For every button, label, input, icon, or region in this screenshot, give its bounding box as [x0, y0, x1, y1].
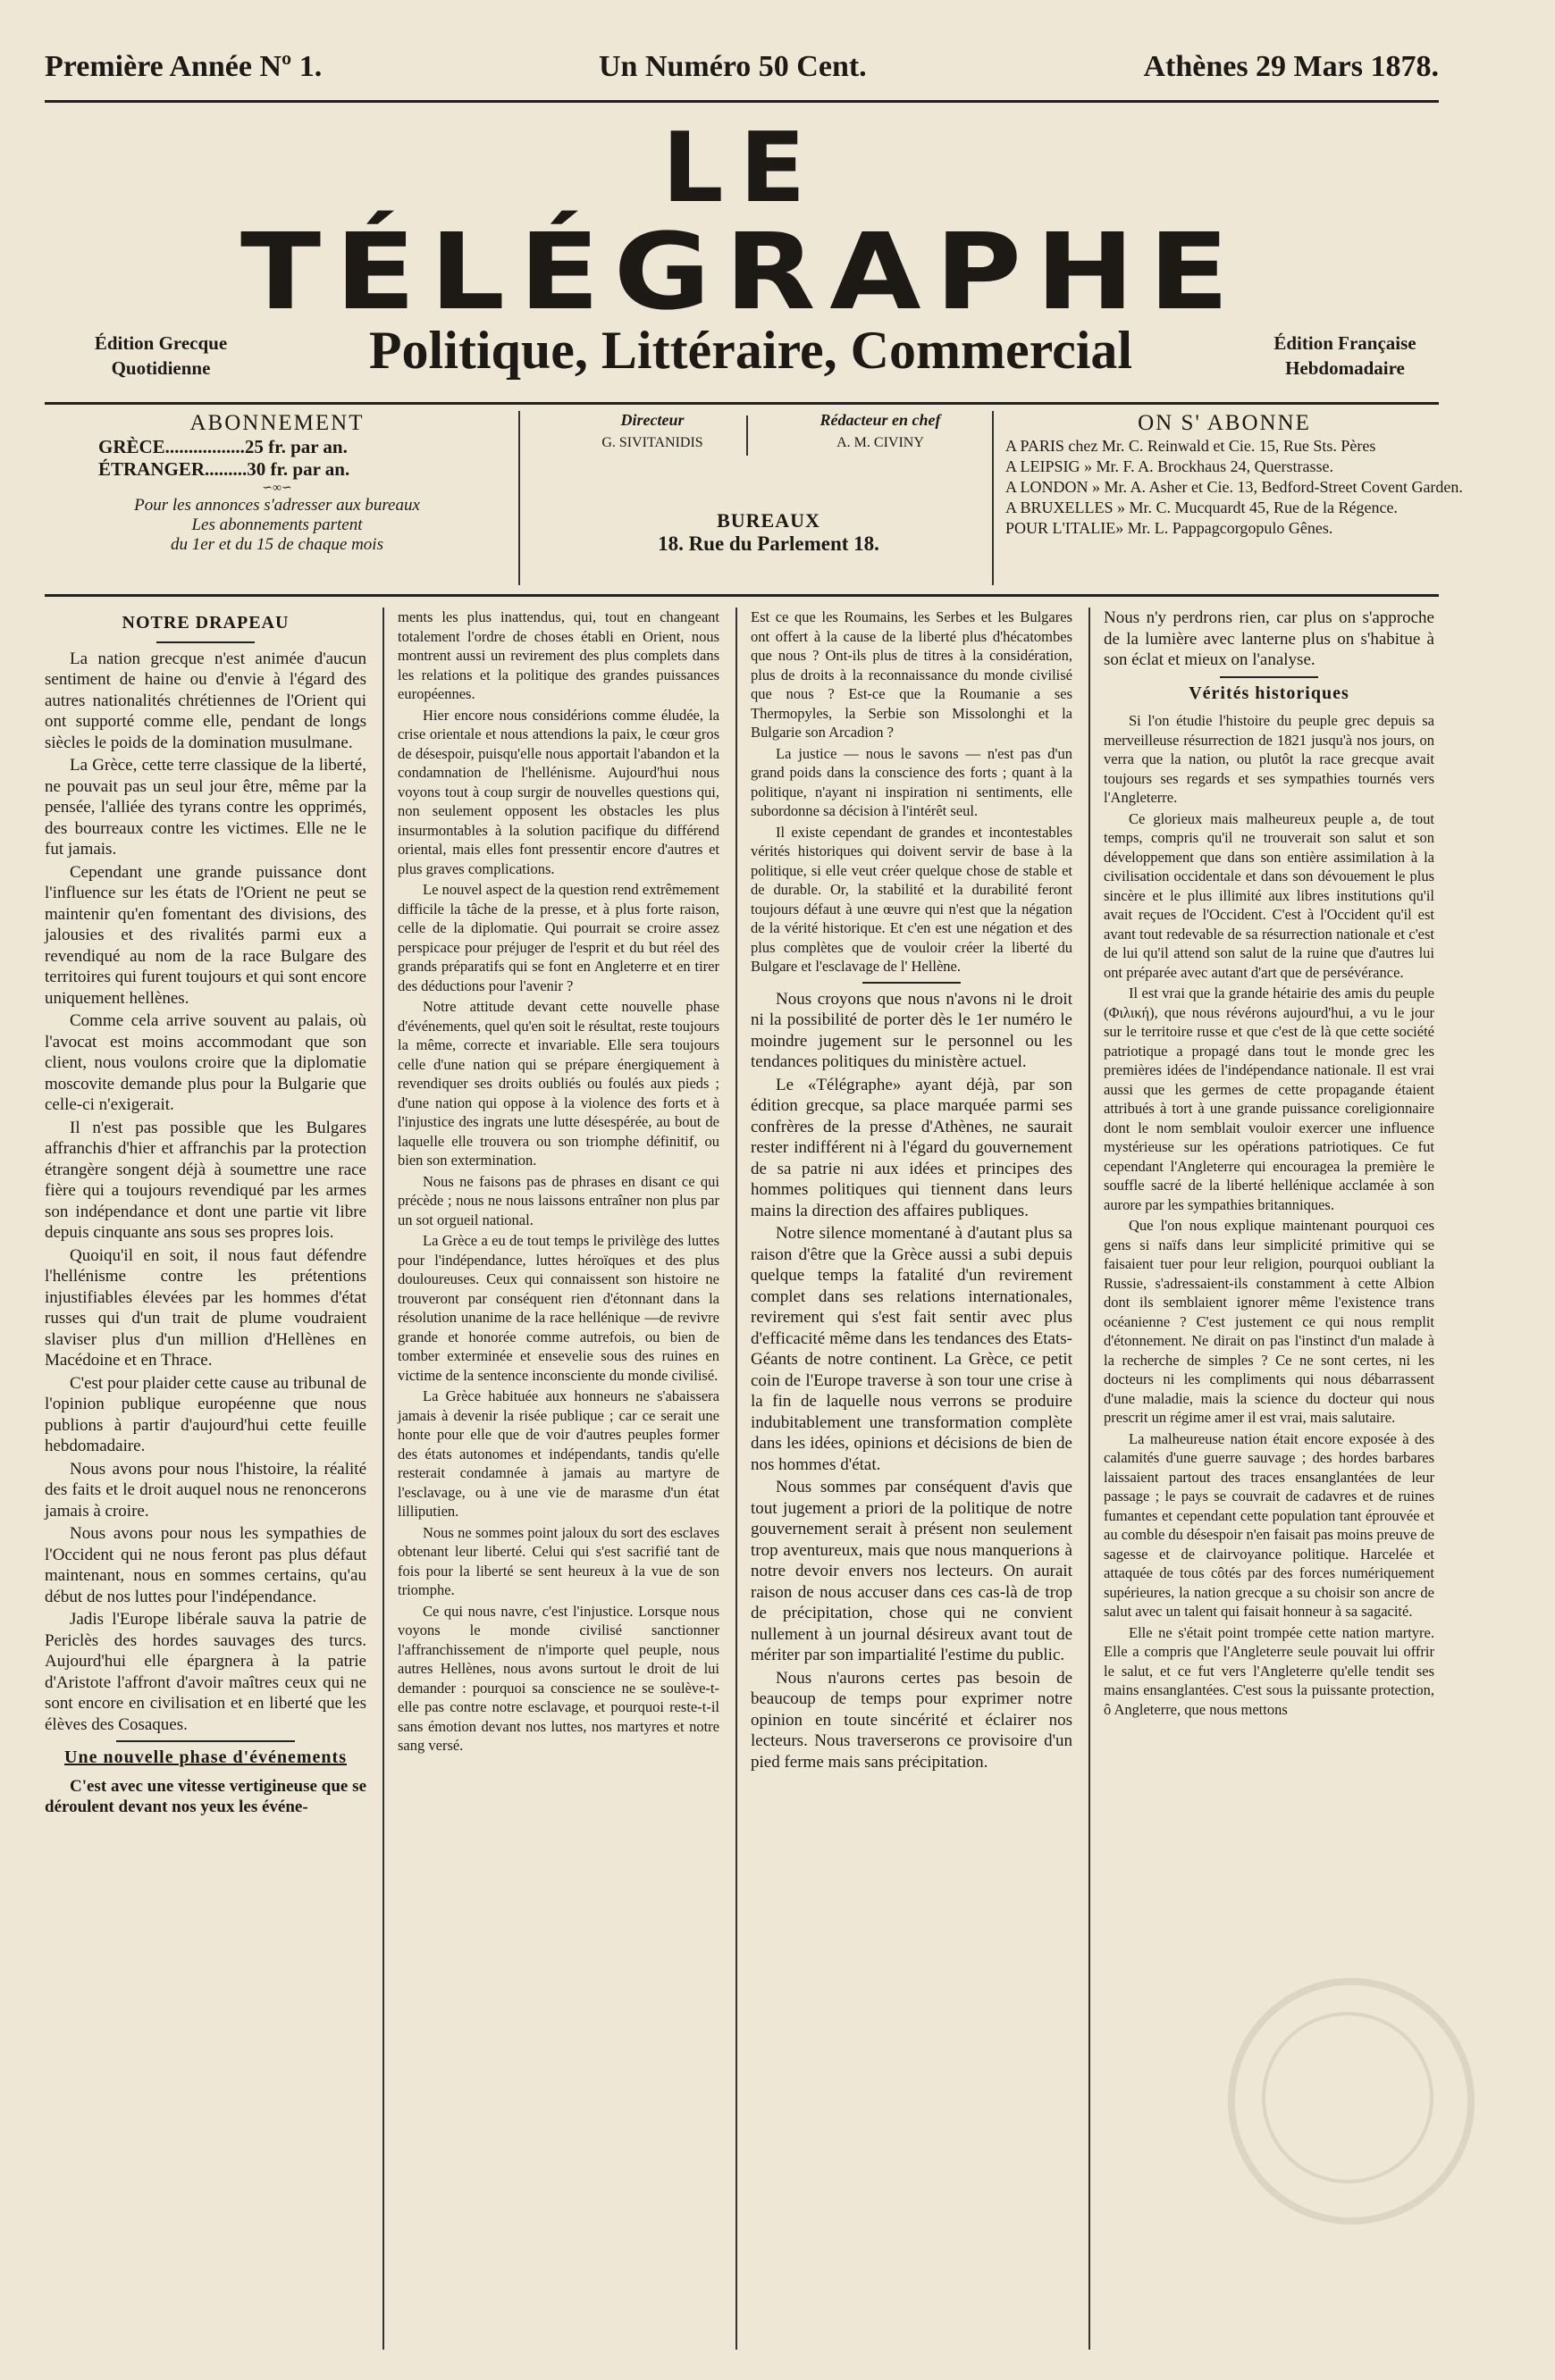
- editor-box: Rédacteur en chef A. M. CIVINY: [820, 411, 941, 450]
- staff-divider: [746, 415, 748, 456]
- place-date: Athènes 29 Mars 1878.: [1143, 50, 1439, 83]
- header-rule: [45, 100, 1439, 103]
- info-top-rule: [45, 402, 1439, 405]
- year-issue: Première Année Nº 1.: [45, 50, 323, 83]
- masthead-le: LE: [661, 113, 822, 224]
- heading-nouvelle-phase: Une nouvelle phase d'événements: [64, 1747, 347, 1767]
- column-3: Est ce que les Roumains, les Serbes et les Bulgares ont offert à la cause de la liberté plus d'hécatombes que nous ? Ont-ils plus de titres à la considération, plus de droits à la reconnaissance du monde civilisé que nous ? Est-ce que la Roumanie a ses Thermopyles, la Serbie son Missolonghi et la Bulgarie son Arcadion ? La justice — nous le savons — n'est pas d'un grand poids dans la conscience des forts ; quant à la politique, n'ayant ni inspiration ni sentiments, elle subordonne sa décision à l'intérêt seul. Il existe cependant de grandes et incontestables vérités historiques qui doivent servir de base à la politique, si elle veut créer quelque chose de stable et de durable. Or, la stabilité et la durabilité feront toujours défaut à une œuvre qui n'est que la négation de la vérité historique. Et c'en est une négation et des plus complètes que de vouloir créer la liberté du Bulgare et l'esclavage de l' Hellène. Nous croyons que nous n'avons ni le droit ni la possibilité de porter dès le 1er numéro le moindre jugement sur le personnel ou les tendances politiques du ministère actuel. Le «Télégraphe» ayant déjà, par son édition grecque, sa place marquée parmi ses confrères de la presse d'Athènes, ne saurait rester indifférent ni à l'égard du gouvernement de sa patrie ni aux idées et principes des hommes politiques qui tiennent dans leurs mains la direction des affaires publiques. Notre silence momentané à d'autant plus sa raison d'être que la Grèce aussi a subi depuis quelque temps la fatalité d'un revirement complet dans ses relations internationales, revirement qui s'est fait sentir avec plus d'efficacité même dans les tendances des Etats-Géants de notre continent. La Grèce, ce petit coin de l'Europe traverse à son tour une crise à la fin de laquelle nous verrons se produire indubitablement une transformation complète dans les idées, opinions et décisions de bien de nos hommes d'état. Nous sommes par conséquent d'avis que tout jugement a priori de la politique de notre gouvernement serait à présent non seulement trop aventureux, mais que nous manquerions à notre devoir envers nos lecteurs. On aurait raison de nous accuser dans ces cas-là de trop de précipitation, chose qui ne convient nullement à un journal désireux avant tout de mériter par son impartialité l'estime du public. Nous n'aurons certes pas besoin de beaucoup de temps pour exprimer notre opinion en toute sincérité et éclairer nos lecteurs. Nous traverserons ce provisoire d'un pied ferme mais sans précipitation.: [751, 608, 1072, 1772]
- column-rule: [382, 608, 384, 2350]
- column-rule: [735, 608, 737, 2350]
- price-foreign: ÉTRANGER.........30 fr. par an.: [98, 458, 350, 480]
- edition-left: Édition Grecque Quotidienne: [94, 332, 228, 379]
- info-divider-2: [992, 411, 994, 585]
- header-line: [45, 36, 1439, 98]
- edition-right: Édition Française Hebdomadaire: [1273, 332, 1416, 379]
- column-4: Nous n'y perdrons rien, car plus on s'approche de la lumière avec lanterne plus on s'habitue à son éclat et mieux on l'analyse. Vérités historiques Si l'on étudie l'histoire du peuple grec depuis sa merveilleuse résurrection de 1821 jusqu'à nos jours, on verra que la nation, ou plutôt la race grecque avait toujours ses regards et ses sympathies tournés vers l'Angleterre. Ce glorieux mais malheureux peuple a, de tout temps, compris qu'il ne trouverait son salut et son développement que dans son entière assimilation à la civilisation occidentale et dans son dévouement le plus sincère et le plus illimité aux libres institutions qu'il avait reçues de l'Occident. C'est à l'Occident qu'il est avant tout redevable de sa résurrection nationale et c'est de lui qu'il attend son salut de la ruine que d'autres lui ont préparée avec autant d'art que de persévérance. Il est vrai que la grande hétairie des amis du peuple (Φιλική), que nous révérons aujourd'hui, a vu le jour sur le territoire russe et que c'est de là que cette société patriotique a propagé dans tout le monde grec les premières idées de l'indépendance nationale. Il est vrai aussi que les germes de cette propagande étaient attribués à tort à une grande puissance coreligionnaire dont le nom semblait vouloir exercer une influence mystérieuse sur les opérations patriotiques. Ce fut cependant l'Angleterre qui encouragea la première le souffle sacré de la liberté hellénique acclamée à son aurore par les sympathies britanniques. Que l'on nous explique maintenant pourquoi ces gens si naïfs dans leur simplicité primitive qui se faisaient tuer pour leur religion, pourquoi oubliant la Russie, s'adressaient-ils constamment à cette Albion dont ils semblaient ignorer même l'existence trans océanienne ? C'est justement ce qui nous remplit d'étonnement. Ne dirait on pas l'instinct d'un malade à la recherche de simples ? Ce ne sont certes, ni les docteurs ni les compliments qui nous débarrassent d'une maladie, mais la science du docteur qui nous prescrit un régime amer il est vrai, mais salutaire. La malheureuse nation était encore exposée à des calamités d'une guerre sauvage ; des hordes barbares laissaient partout des traces ensanglantées de leur passage ; le pays se couvrait de cadavres et de ruines fumantes et cependant cette population tant éprouvée et au comble du désespoir n'en faisait pas moins preuve de sagesse et de clairvoyance politique. Harcelée et attaquée de tous côtés par des forces numériquement supérieures, la nation grecque a su choisir son ancre de salut avec un talent qui faisait honneur à sa sagacité. Elle ne s'était point trompée cette nation martyre. Elle a compris que l'Angleterre seule pouvait lui offrir le salut, et ce fut vers l'Angleterre qu'elle tendit ses mains ensanglantées. C'est sous la puissante protection, ô Angleterre, que nous mettons: [1104, 608, 1434, 1718]
- offices-box: BUREAUX 18. Rue du Parlement 18.: [658, 509, 879, 555]
- price: Un Numéro 50 Cent.: [598, 50, 867, 83]
- price-greece: GRÈCE.................25 fr. par an.: [98, 436, 348, 457]
- info-divider: [518, 411, 520, 585]
- subtitle: Politique, Littéraire, Commercial: [368, 321, 1133, 380]
- ornament: ∽∞∽: [262, 482, 292, 495]
- director-box: Directeur G. SIVITANIDIS: [601, 411, 703, 450]
- agents-box: ON S' ABONNE A PARIS chez Mr. C. Reinwald et Cie. 15, Rue Sts. Pères A LEIPSIG » Mr. F. A. Brockhaus 24, Querstrasse. A LONDON » Mr. A. Asher et Cie. 13, Bedford-Street Covent Garden. A BRUXELLES » Mr. C. Mucquardt 45, Rue de la Régence. POUR L'ITALIE» Mr. L. Pappagcorgopulo Gênes.: [1005, 411, 1463, 537]
- heading-verites-historiques: Vérités historiques: [1189, 683, 1349, 703]
- library-seal-stamp: [1228, 1978, 1475, 2225]
- masthead-title: TÉLÉGRAPHE: [240, 210, 1243, 333]
- newspaper-page: [45, 36, 1463, 2350]
- subscription-box: ABONNEMENT GRÈCE.................25 fr. par an. ÉTRANGER.........30 fr. par an. ∽∞∽ Pour les annonces s'adresser aux bureaux Les abonnements partent du 1er et du 15 de chaque mois: [45, 411, 509, 555]
- column-2: ments les plus inattendus, qui, tout en changeant totalement l'ordre de choses établi en Orient, nous montrent aussi un revirement des plus complets dans les relations et la politique des grandes puissances européennes. Hier encore nous considérions comme éludée, la crise orientale et nous attendions la paix, le cœur gros de désespoir, puisqu'elle nous apportait l'abandon et la condamnation de l'hellénisme. Aujourd'hui nous voyons tout à coup surgir de nouvelles questions qui, non seulement opposent les obstacles les plus insurmontables à la solution pacifique du différend oriental, mais elles font pressentir encore d'autres et plus graves complications. Le nouvel aspect de la question rend extrêmement difficile la tâche de la presse, et à plus forte raison, celle de la diplomatie. Qui pourrait se croire assez perspicace pour préjuger de l'esprit et du but réel des grands préparatifs qui se font en Angleterre et en tirer des déductions pour l'avenir ? Notre attitude devant cette nouvelle phase d'événements, quel qu'en soit le résultat, reste toujours la même, correcte et invariable. Elle sera toujours celle d'une nation qui se prépare énergiquement à revendiquer ses droits oubliés ou foulés aux pieds ; d'une nation qui oppose à la violence des forts et à l'injustice des ingrats une lutte désespérée, au bout de laquelle elle trouvera ou son triomphe définitif, ou bien son extermination. Nous ne faisons pas de phrases en disant ce qui précède ; nous ne nous laissons entraîner non plus par un sot orgueil national. La Grèce a eu de tout temps le privilège des luttes pour l'indépendance, luttes héroïques et des plus douloureuses. Ceux qui connaissent son histoire ne trouveront par conséquent rien d'étonnant dans la résolution unanime de la race hellénique —de revivre grande et honorée comme autrefois, ou bien de tomber exterminée et ensevelie sous des ruines en victime de la sentence inconsciente du monde civilisé. La Grèce habituée aux honneurs ne s'abaissera jamais à devenir la risée publique ; car ce serait une honte pour elle que de voir d'autres peuples former des états autonomes et indépendants, tandis qu'elle resterait condamnée à jamais au martyre de l'esclavage, ou à une vie de marasme d'un état lilliputien. Nous ne sommes point jaloux du sort des esclaves obtenant leur liberté. Celui qui s'est sacrifié tant de fois pour la liberté se sent heureux à la vue de son triomphe. Ce qui nous navre, c'est l'injustice. Lorsque nous voyons le monde civilisé sanctionner l'affranchissement de n'importe quel peuple, nous autres Hellènes, nous avons surtout le droit de lui demander : pourquoi sa conscience ne se soulève-t-elle pas contre notre esclavage, et pourquoi reste-t-il sans émotion devant nos luttes, nos martyres et notre sang versé.: [398, 608, 719, 1754]
- column-1: NOTRE DRAPEAU La nation grecque n'est animée d'aucun sentiment de haine ou d'envie à l'égard des autres nationalités chrétiennes de l'Orient qui ont supporté comme elle, pendant de longs siècles le poids de la domination musulmane. La Grèce, cette terre classique de la liberté, ne pouvait pas un seul jour être, même par la pensée, l'alliée des tyrans contre les opprimés, des bourreaux contre les victimes. Elle ne le fut jamais. Cependant une grande puissance dont l'influence sur les états de l'Orient ne peut se maintenir qu'en fomentant des divisions, des jalousies et des rivalités parmi eux a revendiqué au nom de la race Bulgare des territoires qui furent toujours et qui sont encore uniquement hellènes. Comme cela arrive souvent au palais, où l'avocat est moins accommodant que son client, nous voulons croire que la diplomatie moscovite demande plus pour la Bulgarie que celle-ci n'exigerait. Il n'est pas possible que les Bulgares affranchis d'hier et affranchis par la protection étrangère songent déjà à soumettre une race fière qui a toujours revendiqué par les armes son indépendance et dont une partie vit libre depuis cinquante ans sous ses propres lois. Quoiqu'il en soit, il nous faut défendre l'hellénisme contre les prétentions injustifiables élevées par les hommes d'état russes qui d'un trait de plume voudraient slaviser plus d'un million d'Hellènes en Macédoine et en Thrace. C'est pour plaider cette cause au tribunal de l'opinion publique européenne que nous publions à partir d'aujourd'hui cette feuille hebdomadaire. Nous avons pour nous l'histoire, la réalité des faits et le droit auquel nous ne renoncerons jamais à croire. Nous avons pour nous les sympathies de l'Occident qui ne nous feront pas plus défaut maintenant, nous en sommes certains, qu'au début de nos luttes pour l'indépendance. Jadis l'Europe libérale sauva la patrie de Periclès des hordes sauvages des turcs. Aujourd'hui elle épargnera à la patrie d'Aristote l'affront d'avoir maîtres ceux qui ne sont encore en civilisation et en liberté que les élèves des Cosaques. Une nouvelle phase d'événements C'est avec une vitesse vertigineuse que se déroulent devant nos yeux les événe-: [45, 613, 366, 1816]
- info-band: [45, 411, 1463, 590]
- heading-notre-drapeau: NOTRE DRAPEAU: [122, 613, 290, 633]
- info-bottom-rule: [45, 594, 1439, 597]
- column-rule: [1088, 608, 1090, 2350]
